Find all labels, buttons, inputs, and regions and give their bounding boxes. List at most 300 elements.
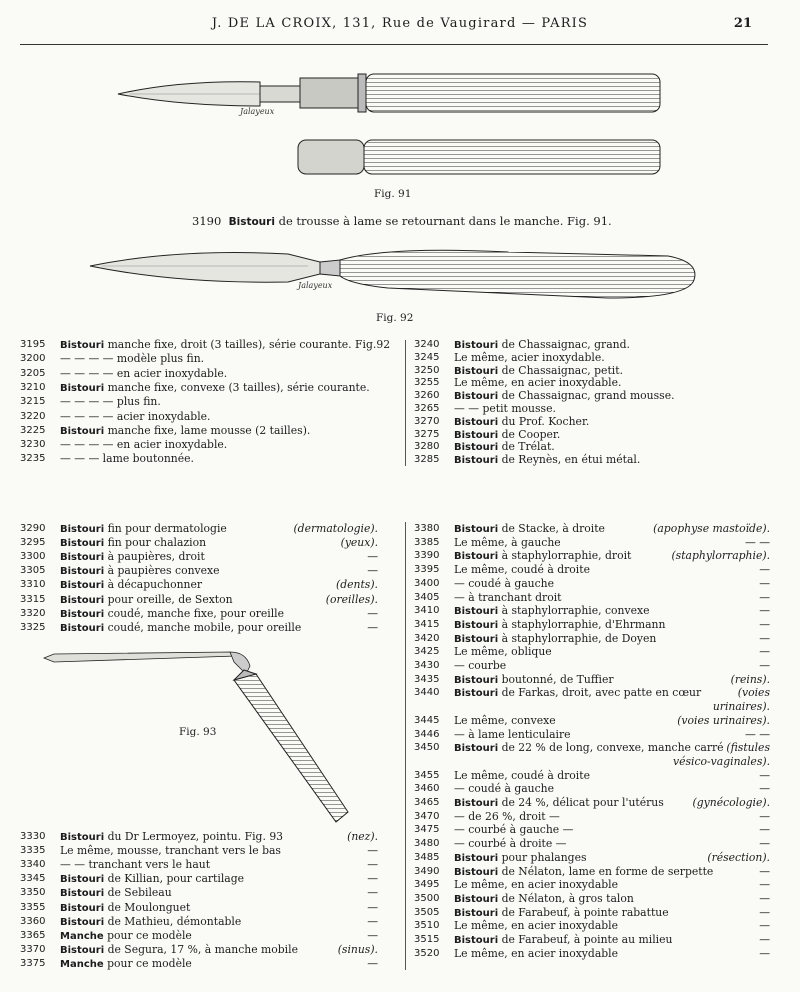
catalog-row bbox=[414, 769, 770, 783]
item-text: de Stacke, à droite bbox=[498, 522, 605, 535]
catalog-row bbox=[414, 632, 770, 646]
item-number: 3295 bbox=[20, 537, 46, 549]
catalog-row bbox=[414, 741, 770, 755]
item-text: de Nélaton, lame en forme de serpette bbox=[498, 864, 714, 878]
item-name: Bistouri bbox=[454, 455, 499, 467]
catalog-row bbox=[414, 933, 770, 947]
item-text: du Dr Lermoyez, pointu. Fig. 93 bbox=[104, 830, 284, 843]
item-number: 3230 bbox=[20, 439, 46, 451]
item-text: — à tranchant droit bbox=[454, 590, 562, 604]
catalog-row bbox=[20, 858, 378, 872]
catalog-row bbox=[20, 395, 390, 409]
item-number: 3415 bbox=[414, 618, 440, 630]
item-text: de Chassaignac, grand. bbox=[498, 338, 630, 351]
item-specialty: (apophyse mastoïde). bbox=[653, 522, 770, 535]
catalog-row bbox=[20, 452, 390, 466]
item-specialty: (voies urinaires). bbox=[677, 713, 770, 727]
item-specialty: (gynécologie). bbox=[692, 796, 770, 809]
item-name: Bistouri bbox=[60, 594, 105, 606]
item-specialty: (oreilles). bbox=[325, 592, 378, 606]
item-text: — coudé à gauche bbox=[454, 576, 555, 590]
item-description bbox=[60, 522, 227, 537]
item-description bbox=[60, 438, 227, 452]
item-text: — de 26 %, droit — bbox=[454, 809, 560, 823]
item-text: du Prof. Kocher. bbox=[498, 414, 590, 428]
item-specialty: — bbox=[367, 928, 378, 942]
item-number: 3215 bbox=[20, 396, 46, 408]
catalog-row bbox=[414, 618, 770, 632]
catalog-row bbox=[414, 714, 770, 728]
item-number: 3200 bbox=[20, 353, 46, 365]
catalog-row bbox=[20, 929, 378, 943]
item-number: 3260 bbox=[414, 390, 440, 402]
item-number: 3330 bbox=[20, 831, 46, 842]
item-specialty: — — bbox=[744, 535, 770, 549]
item-text: Le même, coudé à droite bbox=[454, 768, 590, 782]
item-name: Bistouri bbox=[60, 552, 105, 564]
catalog-row bbox=[414, 700, 770, 714]
item-specialty: — bbox=[759, 946, 770, 960]
item-name: Bistouri bbox=[454, 907, 499, 919]
item-specialty: — bbox=[759, 864, 770, 878]
item-number: 3235 bbox=[20, 453, 46, 465]
catalog-row bbox=[414, 919, 770, 933]
item-description bbox=[60, 957, 192, 972]
item-description bbox=[60, 564, 220, 579]
catalog-row bbox=[414, 686, 770, 700]
item-number: 3380 bbox=[414, 523, 440, 534]
item-text: de Farabeuf, à pointe rabattue bbox=[498, 905, 669, 919]
item-name: Bistouri bbox=[60, 538, 105, 550]
item-number: 3450 bbox=[414, 742, 440, 754]
item-number: 3446 bbox=[414, 728, 440, 740]
item-text: à staphylorraphie, droit bbox=[498, 549, 632, 563]
item-specialty: — bbox=[367, 872, 378, 886]
item-text: — — — lame boutonnée. bbox=[60, 452, 194, 466]
catalog-row bbox=[20, 367, 390, 381]
item-number: 3195 bbox=[20, 339, 46, 350]
catalog-row bbox=[20, 943, 378, 957]
item-description bbox=[454, 837, 566, 851]
item-text: — — — — plus fin. bbox=[60, 395, 161, 409]
item-number: 3365 bbox=[20, 929, 46, 941]
catalog-row bbox=[414, 645, 770, 659]
item-text: à staphylorraphie, convexe bbox=[498, 604, 650, 618]
catalog-row bbox=[414, 837, 770, 851]
item-specialty: — — bbox=[744, 727, 770, 741]
item-text: — — — — acier inoxydable. bbox=[60, 409, 211, 423]
item-number: 3425 bbox=[414, 646, 440, 658]
catalog-row bbox=[414, 659, 770, 673]
item-number: 3355 bbox=[20, 901, 46, 913]
item-name: Bistouri bbox=[454, 935, 499, 946]
item-specialty: — bbox=[367, 620, 378, 634]
fig92-signature: Jalayeux bbox=[298, 281, 333, 290]
catalog-row bbox=[414, 782, 770, 796]
catalog-row bbox=[414, 947, 770, 961]
item-number: 3245 bbox=[414, 351, 440, 363]
item-number: 3305 bbox=[20, 565, 46, 577]
item-name: Bistouri bbox=[60, 902, 105, 914]
item-name: Bistouri bbox=[454, 798, 499, 809]
header-rule bbox=[20, 44, 768, 45]
item-number: 3280 bbox=[414, 441, 440, 453]
item-number: 3270 bbox=[414, 415, 440, 427]
catalog-row bbox=[414, 878, 770, 892]
item-number: 3350 bbox=[20, 887, 46, 899]
item-number: 3460 bbox=[414, 783, 440, 795]
item-number: 3225 bbox=[20, 424, 46, 436]
item-specialty: — bbox=[759, 645, 770, 659]
item-text: — courbé à gauche — bbox=[454, 823, 574, 837]
item-name: Bistouri bbox=[60, 874, 105, 886]
item-specialty: (staphylorraphie). bbox=[671, 549, 770, 563]
item-specialty: — bbox=[367, 900, 378, 914]
item-description bbox=[454, 659, 506, 673]
item-description bbox=[60, 607, 284, 622]
item-specialty: — bbox=[367, 886, 378, 900]
catalog-row bbox=[20, 352, 390, 366]
fig93-label: Fig. 93 bbox=[179, 726, 217, 738]
item-description bbox=[454, 878, 618, 892]
item-name: Bistouri bbox=[60, 340, 105, 351]
item-text: Le même, oblique bbox=[454, 645, 552, 659]
catalog-row bbox=[20, 424, 390, 438]
item-number: 3470 bbox=[414, 810, 440, 822]
item-specialty: (voies bbox=[737, 686, 770, 700]
item-number: 3490 bbox=[414, 865, 440, 877]
catalog-row bbox=[20, 564, 378, 578]
item-specialty: (dents). bbox=[336, 578, 378, 592]
item-text: Le même, à gauche bbox=[454, 535, 561, 549]
catalog-row bbox=[20, 886, 378, 900]
item-text: — — — — en acier inoxydable. bbox=[60, 366, 228, 380]
item-number: 3220 bbox=[20, 410, 46, 422]
item-number: 3465 bbox=[414, 797, 440, 808]
item-description bbox=[60, 424, 310, 439]
item-text: — — petit mousse. bbox=[454, 402, 556, 415]
item-number: 3310 bbox=[20, 579, 46, 591]
catalog-row bbox=[414, 549, 770, 563]
item-text: coudé, manche fixe, pour oreille bbox=[104, 606, 284, 620]
item-description bbox=[454, 563, 590, 577]
item-specialty: — bbox=[759, 576, 770, 590]
item-number: 3375 bbox=[20, 957, 46, 969]
item-description bbox=[60, 915, 241, 930]
item-description bbox=[60, 593, 233, 608]
item-number: 3430 bbox=[414, 660, 440, 671]
page-number: 21 bbox=[733, 16, 752, 31]
item-name: Bistouri bbox=[454, 551, 499, 563]
item-name: Bistouri bbox=[60, 382, 105, 394]
item-text: pour phalanges bbox=[498, 850, 587, 864]
item-text: Le même, en acier inoxydable. bbox=[454, 376, 622, 390]
item-name: Bistouri bbox=[454, 619, 499, 631]
fig91-label: Fig. 91 bbox=[374, 188, 412, 200]
item-description bbox=[60, 352, 204, 366]
item-number: 3440 bbox=[414, 687, 440, 699]
caption-3190-text: de trousse à lame se retournant dans le manche. Fig. 91. bbox=[274, 214, 612, 228]
item-specialty: — bbox=[367, 914, 378, 928]
item-specialty: — bbox=[759, 563, 770, 577]
item-specialty: — bbox=[759, 878, 770, 892]
item-text: — — — — modèle plus fin. bbox=[60, 352, 205, 366]
item-specialty: — bbox=[759, 782, 770, 796]
catalog-row bbox=[20, 844, 378, 858]
item-number: 3395 bbox=[414, 564, 440, 576]
item-text: coudé, manche mobile, pour oreille bbox=[104, 620, 302, 634]
item-text: de 22 % de long, convexe, manche carré bbox=[498, 741, 724, 755]
item-number: 3495 bbox=[414, 879, 440, 891]
item-name: Bistouri bbox=[60, 608, 105, 620]
item-number: 3340 bbox=[20, 859, 46, 871]
item-specialty: (sinus). bbox=[337, 942, 378, 956]
item-name: Bistouri bbox=[454, 852, 499, 864]
item-description bbox=[454, 919, 618, 933]
catalog-row bbox=[414, 892, 770, 906]
catalog-row bbox=[414, 577, 770, 591]
catalog-row bbox=[20, 830, 378, 844]
item-name: Bistouri bbox=[454, 743, 499, 755]
item-text: de Mathieu, démontable bbox=[104, 914, 242, 928]
item-description bbox=[60, 943, 298, 958]
item-description bbox=[454, 577, 554, 591]
item-description bbox=[454, 728, 571, 742]
item-specialty: (reins). bbox=[730, 672, 770, 686]
fig91-illustration bbox=[110, 62, 670, 182]
item-text: Le même, en acier inoxydable bbox=[454, 919, 619, 933]
item-text: Le même, mousse, tranchant vers le bas bbox=[60, 844, 281, 858]
item-description bbox=[60, 536, 206, 551]
item-number: 3370 bbox=[20, 943, 46, 955]
item-number: 3515 bbox=[414, 934, 440, 945]
item-name: Bistouri bbox=[60, 566, 105, 578]
catalog-row bbox=[20, 438, 390, 452]
item-number: 3255 bbox=[414, 377, 440, 389]
item-text: Le même, acier inoxydable. bbox=[454, 350, 605, 364]
item-name: Manche bbox=[60, 930, 104, 942]
item-number: 3500 bbox=[414, 892, 440, 904]
item-text: Le même, en acier inoxydable bbox=[454, 878, 619, 892]
item-name: Bistouri bbox=[60, 944, 105, 956]
item-name: Bistouri bbox=[454, 674, 499, 686]
item-number: 3210 bbox=[20, 381, 46, 393]
item-specialty: — bbox=[759, 590, 770, 604]
item-specialty: — bbox=[367, 606, 378, 620]
item-specialty: urinaires). bbox=[712, 700, 770, 714]
item-text: — courbé à droite — bbox=[454, 837, 567, 851]
item-name: Bistouri bbox=[60, 425, 105, 437]
item-description bbox=[60, 858, 210, 872]
catalog-row bbox=[414, 851, 770, 865]
item-number: 3315 bbox=[20, 593, 46, 605]
item-text: de Segura, 17 %, à manche mobile bbox=[104, 942, 298, 956]
item-number: 3275 bbox=[414, 428, 440, 440]
item-text: à staphylorraphie, d'Ehrmann bbox=[498, 617, 666, 631]
catalog-row bbox=[414, 522, 770, 536]
item-text: — coudé à gauche bbox=[454, 782, 555, 796]
item-number: 3410 bbox=[414, 605, 440, 617]
fig92-illustration bbox=[88, 240, 702, 308]
item-number: 3250 bbox=[414, 364, 440, 376]
item-specialty: — bbox=[759, 631, 770, 645]
catalog-header-title: J. DE LA CROIX, 131, Rue de Vaugirard — PARIS bbox=[211, 16, 589, 31]
item-number: 3510 bbox=[414, 920, 440, 932]
item-specialty: — bbox=[759, 768, 770, 782]
item-text: pour ce modèle bbox=[103, 956, 192, 970]
caption-3190 bbox=[192, 214, 612, 228]
catalog-row bbox=[414, 673, 770, 687]
catalog-row bbox=[414, 536, 770, 550]
item-specialty: — bbox=[759, 659, 770, 672]
section1-divider bbox=[405, 340, 406, 466]
item-text: de Reynès, en étui métal. bbox=[498, 453, 641, 467]
item-text: manche fixe, droit (3 tailles), série courante. Fig.92 bbox=[104, 338, 391, 351]
catalog-row bbox=[20, 621, 378, 635]
item-text: — — — — en acier inoxydable. bbox=[60, 438, 228, 452]
catalog-row bbox=[20, 522, 378, 536]
item-specialty: (yeux). bbox=[340, 536, 378, 550]
item-description bbox=[454, 823, 573, 837]
item-text: de Chassaignac, grand mousse. bbox=[498, 389, 675, 403]
catalog-row bbox=[414, 865, 770, 879]
item-text: manche fixe, lame mousse (2 tailles). bbox=[104, 423, 311, 437]
item-name: Bistouri bbox=[454, 416, 499, 428]
item-description bbox=[60, 367, 227, 381]
item-description bbox=[454, 591, 562, 605]
catalog-row bbox=[20, 381, 390, 395]
item-text: fin pour dermatologie bbox=[104, 522, 227, 535]
item-text: boutonné, de Tuffier bbox=[498, 672, 614, 686]
item-specialty: — bbox=[759, 604, 770, 618]
item-name: Bistouri bbox=[454, 893, 499, 905]
catalog-row bbox=[20, 872, 378, 886]
item-description bbox=[60, 578, 202, 593]
item-specialty: (fistules bbox=[726, 741, 770, 755]
item-text: de Trélat. bbox=[498, 440, 555, 454]
item-text: — courbe bbox=[454, 659, 507, 672]
catalog-row bbox=[20, 915, 378, 929]
item-specialty: — bbox=[759, 823, 770, 837]
catalog-row bbox=[414, 591, 770, 605]
item-number: 3265 bbox=[414, 403, 440, 414]
item-number: 3475 bbox=[414, 824, 440, 836]
catalog-row bbox=[20, 607, 378, 621]
item-name: Bistouri bbox=[60, 916, 105, 928]
item-number: 3435 bbox=[414, 673, 440, 685]
item-name: Bistouri bbox=[454, 524, 499, 535]
item-name: Bistouri bbox=[454, 688, 499, 700]
page-header bbox=[0, 10, 800, 40]
caption-3190-num: 3190 bbox=[192, 214, 222, 228]
catalog-row bbox=[20, 957, 378, 971]
item-description bbox=[454, 714, 556, 728]
item-text: de Moulonguet bbox=[104, 900, 191, 914]
item-text: pour oreille, de Sexton bbox=[104, 592, 233, 606]
item-description bbox=[60, 410, 210, 424]
item-name: Bistouri bbox=[60, 580, 105, 592]
item-number: 3390 bbox=[414, 550, 440, 562]
catalog-row bbox=[20, 901, 378, 915]
item-name: Bistouri bbox=[60, 622, 105, 634]
item-specialty: (dermatologie). bbox=[293, 522, 378, 535]
item-number: 3385 bbox=[414, 536, 440, 548]
item-text: de Farabeuf, à pointe au milieu bbox=[498, 933, 673, 946]
item-name: Bistouri bbox=[454, 633, 499, 645]
item-specialty: — bbox=[759, 837, 770, 851]
item-name: Bistouri bbox=[454, 429, 499, 441]
item-text: de Nélaton, à gros talon bbox=[498, 891, 634, 905]
item-specialty: (résection). bbox=[707, 850, 770, 864]
item-text: Le même, en acier inoxydable bbox=[454, 946, 619, 960]
item-text: pour ce modèle bbox=[103, 928, 192, 942]
item-description bbox=[60, 929, 192, 944]
item-text: — à lame lenticulaire bbox=[454, 727, 571, 741]
fig92-label: Fig. 92 bbox=[376, 312, 414, 324]
item-number: 3455 bbox=[414, 769, 440, 781]
item-specialty: — bbox=[759, 809, 770, 823]
item-specialty: — bbox=[759, 919, 770, 933]
catalog-row bbox=[414, 604, 770, 618]
item-description bbox=[454, 947, 618, 961]
catalog-row bbox=[414, 453, 784, 467]
item-description bbox=[60, 901, 190, 916]
item-number: 3300 bbox=[20, 551, 46, 563]
item-number: 3320 bbox=[20, 607, 46, 619]
item-specialty: — bbox=[367, 956, 378, 970]
item-description bbox=[454, 810, 560, 824]
item-specialty: — bbox=[759, 617, 770, 631]
item-specialty: — bbox=[759, 891, 770, 905]
item-text: fin pour chalazion bbox=[104, 536, 207, 550]
item-text: à staphylorraphie, de Doyen bbox=[498, 631, 657, 645]
catalog-row bbox=[414, 796, 770, 810]
item-name: Bistouri bbox=[60, 832, 105, 843]
item-name: Bistouri bbox=[454, 391, 499, 403]
item-description bbox=[60, 452, 194, 466]
item-description bbox=[60, 381, 370, 396]
item-specialty: — bbox=[759, 933, 770, 946]
catalog-row bbox=[20, 593, 378, 607]
section2-divider bbox=[405, 522, 406, 970]
catalog-row bbox=[414, 906, 770, 920]
item-specialty: — bbox=[367, 844, 378, 858]
item-description bbox=[454, 645, 552, 659]
item-name: Bistouri bbox=[60, 524, 105, 535]
fig91-signature: Jalayeux bbox=[240, 107, 275, 116]
item-description bbox=[60, 338, 390, 353]
item-name: Manche bbox=[60, 958, 104, 970]
item-text: de Chassaignac, petit. bbox=[498, 363, 624, 377]
catalog-row bbox=[414, 823, 770, 837]
item-number: 3290 bbox=[20, 523, 46, 534]
catalog-row bbox=[414, 563, 770, 577]
item-number: 3285 bbox=[414, 454, 440, 466]
item-number: 3480 bbox=[414, 838, 440, 850]
item-specialty: — bbox=[367, 550, 378, 564]
item-number: 3520 bbox=[414, 947, 440, 959]
catalog-row bbox=[20, 338, 390, 352]
item-number: 3205 bbox=[20, 367, 46, 379]
item-name: Bistouri bbox=[454, 606, 499, 618]
item-description bbox=[60, 621, 301, 636]
item-number: 3335 bbox=[20, 845, 46, 857]
catalog-row bbox=[20, 550, 378, 564]
catalog-row bbox=[20, 578, 378, 592]
item-name: Bistouri bbox=[60, 888, 105, 900]
item-description bbox=[60, 844, 281, 858]
item-text: à paupières, droit bbox=[104, 550, 205, 564]
